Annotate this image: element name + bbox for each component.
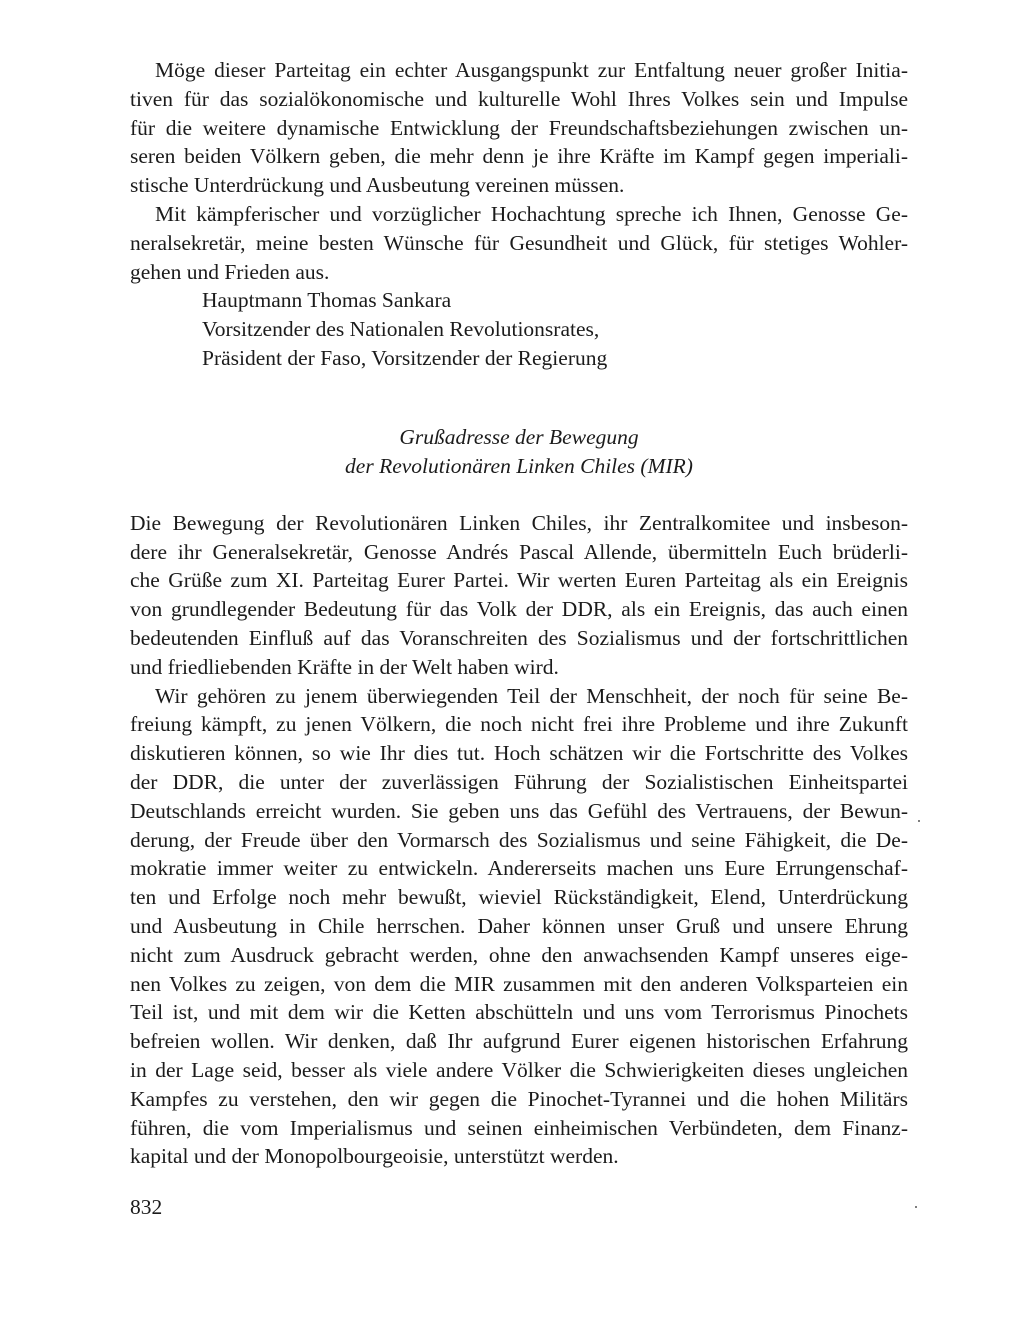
text-line: mokratie immer weiter zu entwickeln. Andererseits machen uns Eure Errungenschaf- bbox=[130, 856, 908, 881]
text-line: diskutieren können, so wie Ihr dies tut. Hoch schätzen wir die Fortschritte des Volkes bbox=[130, 741, 908, 766]
text-line: Wir gehören zu jenem überwiegenden Teil der Menschheit, der noch für seine Be- bbox=[155, 683, 908, 708]
text-line: dere ihr Generalsekretär, Genosse Andrés Pascal Allende, übermitteln Euch brüderli- bbox=[130, 539, 908, 564]
signature-title: Präsident der Faso, Vorsitzender der Regierung bbox=[202, 345, 608, 370]
text-line: seren beiden Völkern geben, die mehr denn je ihre Kräfte im Kampf gegen imperiali- bbox=[130, 144, 908, 169]
paragraph-mir-struggle bbox=[130, 682, 908, 1172]
heading-line: der Revolutionären Linken Chiles (MIR) bbox=[345, 453, 693, 478]
text-line: Möge dieser Parteitag ein echter Ausgangspunkt zur Entfaltung neuer großer Initia- bbox=[155, 58, 908, 82]
text-line: freiung kämpft, zu jenen Völkern, die noch nicht frei ihre Probleme und ihre Zukunft bbox=[130, 712, 908, 737]
text-line: derung, der Freude über den Vormarsch des Sozialismus und seine Fähigkeit, die De- bbox=[130, 827, 908, 852]
paragraph-closing-wishes bbox=[130, 56, 908, 200]
text-line: nen Volkes zu zeigen, von dem die MIR zusammen mit den anderen Volksparteien ein bbox=[130, 971, 908, 996]
text-line: befreien wollen. Wir denken, daß Ihr aufgrund Eurer eigenen historischen Erfahrung bbox=[130, 1029, 908, 1054]
page-number: 832 bbox=[130, 1195, 163, 1219]
text-line: Kampfes zu verstehen, den wir gegen die Pinochet-Tyrannei und die hohen Militärs bbox=[130, 1086, 908, 1111]
text-line: der DDR, die unter der zuverlässigen Führung der Sozialistischen Einheitspartei bbox=[130, 769, 908, 794]
text-line: bedeutenden Einfluß auf das Voranschreiten des Sozialismus und der fortschrittlichen bbox=[130, 625, 908, 650]
text-line: Deutschlands erreicht wurden. Sie geben uns das Gefühl des Vertrauens, der Bewun- bbox=[130, 798, 908, 823]
text-line: nicht zum Ausdruck gebracht werden, ohne den anwachsenden Kampf unseres eige- bbox=[130, 942, 908, 967]
text-line: Teil ist, und mit dem wir die Ketten abschütteln und uns vom Terrorismus Pinochets bbox=[130, 1000, 908, 1025]
scan-speck bbox=[915, 1206, 917, 1208]
text-line: führen, die vom Imperialismus und seinen einheimischen Verbündeten, dem Finanz- bbox=[130, 1115, 908, 1140]
paragraph-greeting bbox=[130, 200, 908, 286]
text-line: Die Bewegung der Revolutionären Linken Chiles, ihr Zentralkomitee und insbeson- bbox=[130, 510, 908, 535]
text-line: ten und Erfolge noch mehr bewußt, wieviel Rückständigkeit, Elend, Unterdrückung bbox=[130, 885, 908, 910]
text-line: von grundlegender Bedeutung für das Volk der DDR, als ein Ereignis, das auch einen bbox=[130, 597, 908, 622]
text-line: neralsekretär, meine besten Wünsche für Gesundheit und Glück, für stetiges Wohler- bbox=[130, 230, 908, 255]
scan-speck bbox=[918, 820, 920, 822]
heading-line: Grußadresse der Bewegung bbox=[399, 424, 639, 449]
text-line: in der Lage seid, besser als viele andere Völker die Schwierigkeiten dieses ungleichen bbox=[130, 1057, 908, 1082]
text-line: stische Unterdrückung und Ausbeutung vereinen müssen. bbox=[130, 173, 625, 198]
signature-name: Hauptmann Thomas Sankara bbox=[202, 288, 452, 313]
text-line: Mit kämpferischer und vorzüglicher Hochachtung spreche ich Ihnen, Genosse Ge- bbox=[155, 201, 908, 226]
paragraph-mir-greeting bbox=[130, 509, 908, 682]
signature-title: Vorsitzender des Nationalen Revolutionsrates, bbox=[202, 317, 600, 342]
text-line: tiven für das sozialökonomische und kulturelle Wohl Ihres Volkes sein und Impulse bbox=[130, 86, 908, 111]
text-line: gehen und Frieden aus. bbox=[130, 259, 330, 284]
section-heading bbox=[130, 423, 908, 481]
page-body bbox=[130, 56, 908, 1171]
text-line: für die weitere dynamische Entwicklung der Freundschaftsbeziehungen zwischen un- bbox=[130, 115, 908, 140]
text-line: che Grüße zum XI. Parteitag Eurer Partei. Wir werten Euren Parteitag als ein Ereignis bbox=[130, 568, 908, 593]
text-line: und friedliebenden Kräfte in der Welt haben wird. bbox=[130, 654, 559, 679]
text-line: kapital und der Monopolbourgeoisie, unterstützt werden. bbox=[130, 1144, 619, 1169]
signature-block bbox=[130, 286, 908, 372]
text-line: und Ausbeutung in Chile herrschen. Daher können unser Gruß und unsere Ehrung bbox=[130, 913, 908, 938]
